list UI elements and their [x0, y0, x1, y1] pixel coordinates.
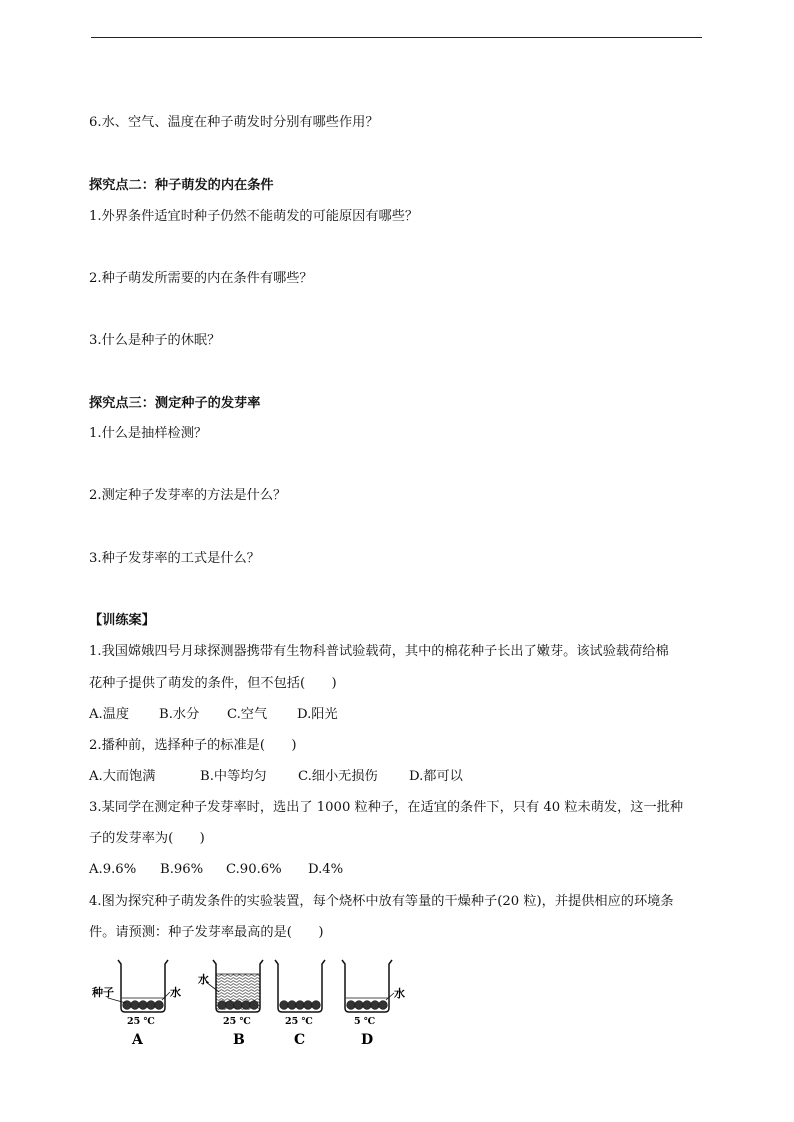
beaker-c	[275, 960, 325, 1012]
temp-c: 25 ℃	[285, 1016, 313, 1027]
q1-options	[89, 706, 338, 724]
section3-heading: 探究点三：测定种子的发芽率	[89, 396, 261, 411]
question-6: 6.水、空气、温度在种子萌发时分别有哪些作用？	[89, 115, 379, 130]
q2-option-b: B.中等均匀	[200, 769, 267, 784]
label-water-a: 水	[170, 986, 181, 999]
q2-option-a: A.大而饱满	[89, 769, 156, 784]
q1-option-c: C.空气	[227, 707, 268, 722]
q3-line2: 子的发芽率为( )	[89, 831, 205, 846]
q3-option-b: B.96%	[160, 862, 204, 877]
letter-a: A	[132, 1032, 143, 1048]
label-water-b: 水	[198, 973, 209, 986]
temp-d: 5 ℃	[354, 1016, 376, 1027]
header-rule	[91, 37, 702, 38]
training-heading: 【训练案】	[89, 613, 155, 628]
germination-beakers-figure	[88, 956, 428, 1051]
q1-option-d: D.阳光	[297, 707, 338, 722]
q2-options	[89, 768, 463, 786]
temp-a: 25 ℃	[127, 1016, 155, 1027]
label-seed: 种子	[92, 986, 114, 999]
q4-line2: 件。请预测：种子发芽率最高的是( )	[89, 925, 324, 940]
q3-option-c: C.90.6%	[226, 862, 282, 877]
letter-d: D	[361, 1032, 374, 1048]
beaker-d	[342, 960, 394, 1012]
q3-option-d: D.4%	[308, 862, 344, 877]
section2-heading: 探究点二：种子萌发的内在条件	[89, 178, 274, 193]
q3-options	[89, 861, 343, 879]
q3-option-a: A.9.6%	[89, 862, 137, 877]
section3-item-2: 2.测定种子发芽率的方法是什么？	[89, 488, 287, 503]
label-water-d: 水	[394, 987, 405, 1000]
q2-option-d: D.都可以	[409, 769, 463, 784]
section2-item-2: 2.种子萌发所需要的内在条件有哪些？	[89, 271, 313, 286]
q1-line2: 花种子提供了萌发的条件，但不包括( )	[89, 676, 337, 691]
beaker-b	[206, 960, 263, 1012]
beaker-a	[108, 960, 170, 1012]
q3-line1: 3.某同学在测定种子发芽率时，选出了 1000 粒种子，在适宜的条件下，只有 40 粒未萌发，这一批种	[89, 800, 684, 815]
q2-option-c: C.细小无损伤	[298, 769, 378, 784]
letter-c: C	[294, 1032, 306, 1048]
temp-b: 25 ℃	[223, 1016, 251, 1027]
section3-item-1: 1.什么是抽样检测？	[89, 426, 208, 441]
q1-option-a: A.温度	[89, 707, 130, 722]
q2-line1: 2.播种前，选择种子的标准是( )	[89, 738, 297, 753]
q1-option-b: B.水分	[159, 707, 200, 722]
section2-item-3: 3.什么是种子的休眠？	[89, 333, 221, 348]
section3-item-3: 3.种子发芽率的工式是什么？	[89, 551, 260, 566]
q4-line1: 4.图为探究种子萌发条件的实验装置，每个烧杯中放有等量的干燥种子(20 粒)，并提供相应的环境条	[89, 894, 674, 909]
section2-item-1: 1.外界条件适宜时种子仍然不能萌发的可能原因有哪些？	[89, 209, 419, 224]
q1-line1: 1.我国嫦娥四号月球探测器携带有生物科普试验载荷，其中的棉花种子长出了嫩芽。该试验载荷给棉	[89, 644, 669, 659]
letter-b: B	[233, 1032, 245, 1048]
